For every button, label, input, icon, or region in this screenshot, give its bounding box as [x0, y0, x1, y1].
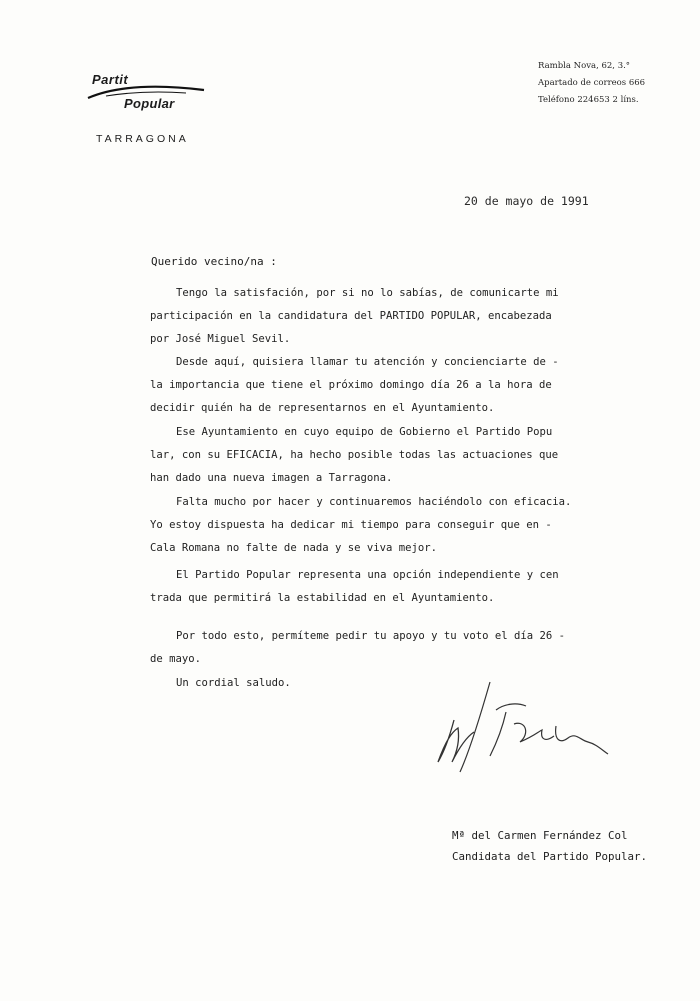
paragraph-line: decidir quién ha de representarnos en el Ayuntamiento. — [150, 402, 495, 414]
paragraph-line: El Partido Popular representa una opción independiente y cen — [176, 569, 559, 581]
paragraph-line: Por todo esto, permíteme pedir tu apoyo y tu voto el día 26 - — [176, 630, 566, 642]
letter-paragraph — [150, 351, 616, 420]
letterhead-address — [538, 58, 645, 109]
address-line: Apartado de correos 666 — [538, 78, 646, 88]
logo-text-line1: Partit — [92, 72, 129, 87]
logo-text-line2: Popular — [124, 96, 175, 111]
address-line: Teléfono 224653 2 líns. — [538, 95, 639, 105]
letter-paragraph — [150, 625, 616, 671]
paragraph-line: Falta mucho por hacer y continuaremos haciéndolo con eficacia. — [176, 496, 572, 508]
paragraph-line: trada que permitirá la estabilidad en el Ayuntamiento. — [150, 592, 495, 604]
paragraph-line: Yo estoy dispuesta ha dedicar mi tiempo para conseguir que en - — [150, 519, 552, 531]
signer-name: Mª del Carmen Fernández Col — [452, 829, 628, 842]
letter-paragraph — [150, 421, 616, 490]
paragraph-line: participación en la candidatura del PARTIDO POPULAR, encabezada — [150, 310, 552, 322]
letterhead-city: TARRAGONA — [96, 133, 189, 145]
letter-paragraph — [150, 282, 616, 351]
letter-paragraph — [150, 564, 616, 610]
paragraph-line: Cala Romana no falte de nada y se viva mejor. — [150, 542, 438, 554]
letter-paragraph — [150, 491, 616, 560]
paragraph-line: la importancia que tiene el próximo domingo día 26 a la hora de — [150, 379, 552, 391]
signer-role: Candidata del Partido Popular. — [452, 850, 648, 863]
paragraph-line: Ese Ayuntamiento en cuyo equipo de Gobierno el Partido Popu — [176, 426, 553, 438]
paragraph-line: Un cordial saludo. — [176, 677, 291, 689]
partido-popular-logo — [86, 72, 216, 116]
handwritten-signature — [430, 680, 610, 780]
signature-block — [452, 825, 647, 867]
paragraph-line: Desde aquí, quisiera llamar tu atención y concienciarte de - — [176, 356, 559, 368]
letter-date: 20 de mayo de 1991 — [464, 194, 589, 208]
paragraph-line: Tengo la satisfación, por si no lo sabías, de comunicarte mi — [176, 287, 559, 299]
paragraph-line: por José Miguel Sevil. — [150, 333, 291, 345]
paragraph-line: han dado una nueva imagen a Tarragona. — [150, 472, 393, 484]
address-line: Rambla Nova, 62, 3.° — [538, 61, 631, 71]
letter-greeting: Querido vecino/na : — [151, 255, 277, 268]
paragraph-line: de mayo. — [150, 653, 202, 665]
paragraph-line: lar, con su EFICACIA, ha hecho posible todas las actuaciones que — [150, 449, 559, 461]
